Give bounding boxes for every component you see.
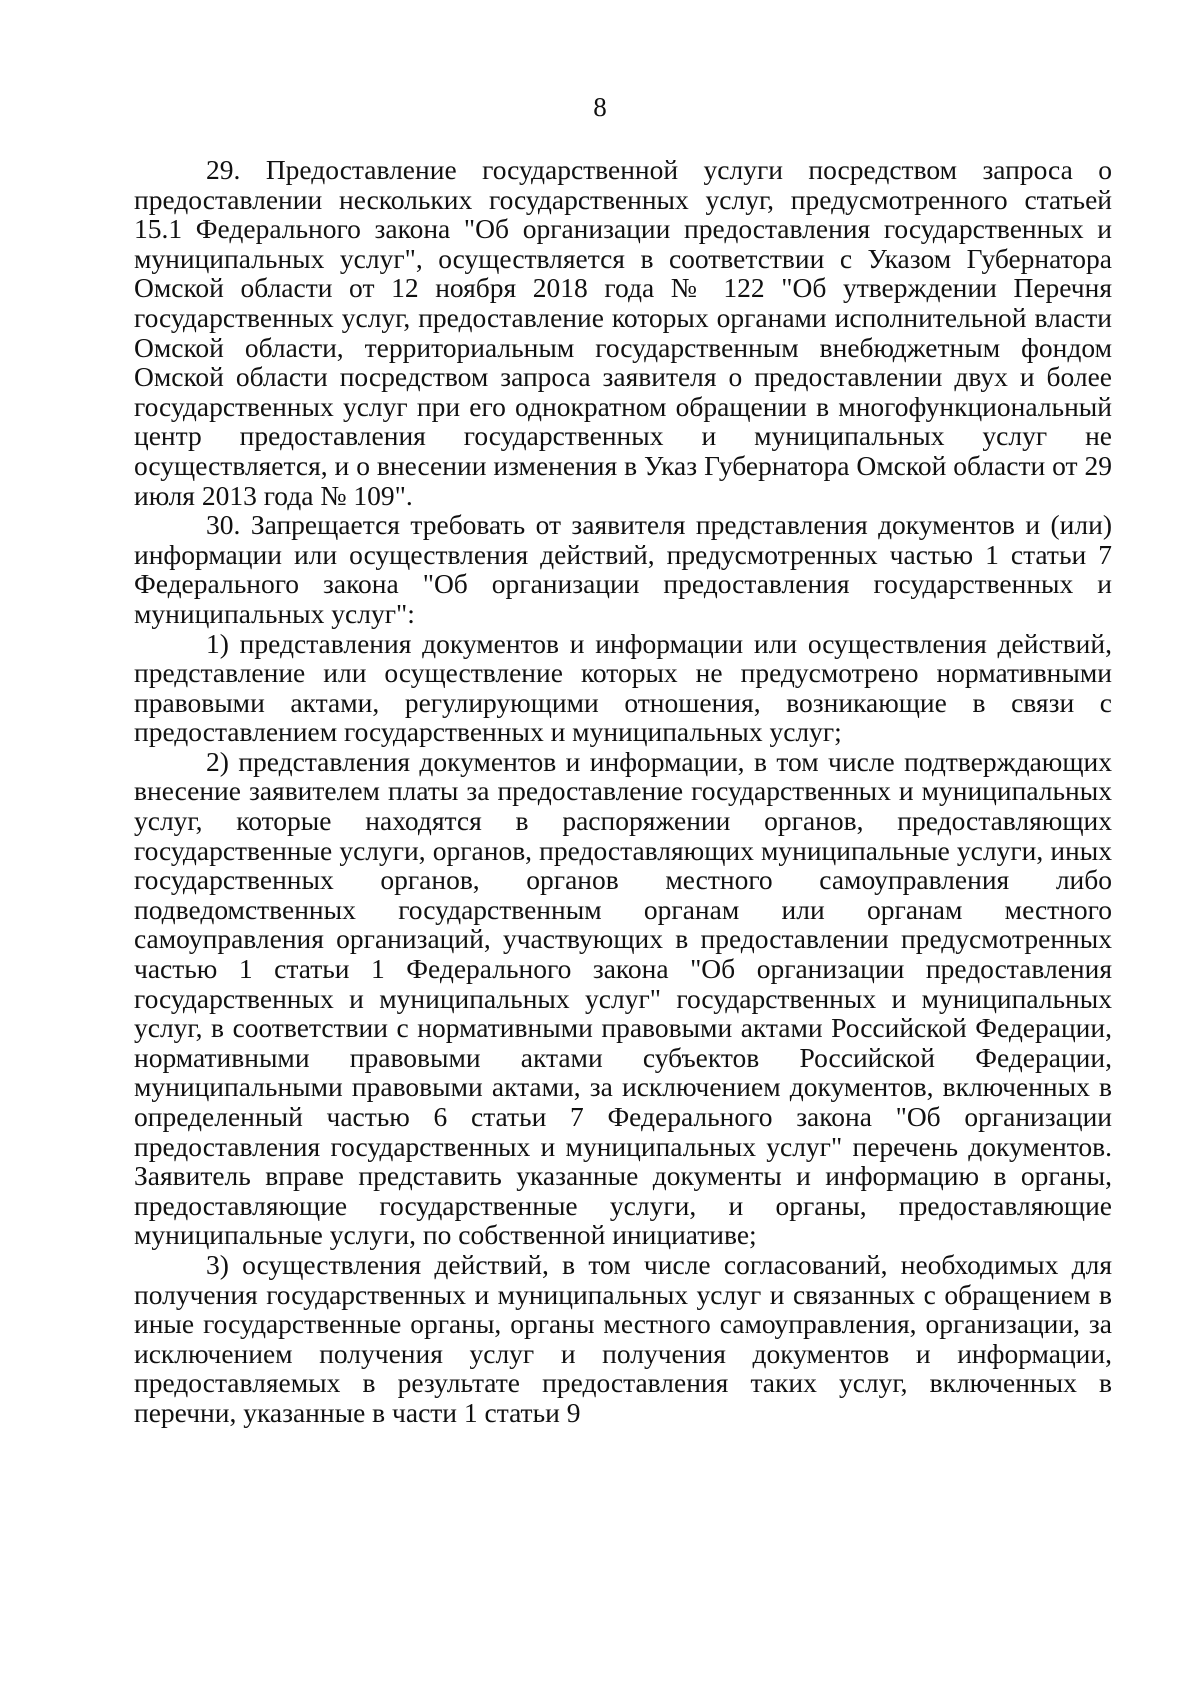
list-item-3: 3) осуществления действий, в том числе согласований, необходимых для получения государственных и муниципальных услуг и связанных с обращением в иные государственные органы, органы местного самоуправления, организации, за исключением получения услуг и получения документов и информации, предоставляемых в результате предоставления таких услуг, включенных в перечни, указанные в части 1 статьи 9 [134,1248,1112,1428]
paragraph-29: 29. Предоставление государственной услуги посредством запроса о предоставлении нескольких государственных услуг, предусмотренного статьей 15.1 Федерального закона "Об организации предоставления государственных и муниципальных услуг", осуществляется в соответствии с Указом Губернатора Омской области от 12 ноября 2018 года № 122 "Об утверждении Перечня государственных услуг, предоставление которых органами исполнительной власти Омской области, территориальным государственным внебюджетным фондом Омской области посредством запроса заявителя о предоставлении двух и более государственных услуг при его однократном обращении в многофункциональный центр предоставления государственных и муниципальных услуг не осуществляется, и о внесении изменения в Указ Губернатора Омской области от 29 июля 2013 года № 109". [134,154,1112,511]
list-item-1: 1) представления документов и информации или осуществления действий, представление или осуществление которых не предусмотрено нормативными правовыми актами, регулирующими отношения, возникающие в связи с предоставлением государственных и муниципальных услуг; [134,627,1112,748]
paragraph-30: 30. Запрещается требовать от заявителя представления документов и (или) информации или осуществления действий, предусмотренных частью 1 статьи 7 Федерального закона "Об организации предоставления государственных и муниципальных услуг": [134,509,1112,629]
document-body [134,155,1112,1428]
list-item-2: 2) представления документов и информации, в том числе подтверждающих внесение заявителем платы за предоставление государственных и муниципальных услуг, которые находятся в распоряжении органов, предоставляющих государственные услуги, органов, предоставляющих муниципальные услуги, иных государственных органов, органов местного самоуправления либо подведомственных государственным органам или органам местного самоуправления организаций, участвующих в предоставлении предусмотренных частью 1 статьи 1 Федерального закона "Об организации предоставления государственных и муниципальных услуг" государственных и муниципальных услуг, в соответствии с нормативными правовыми актами Российской Федерации, нормативными правовыми актами субъектов Российской Федерации, муниципальными правовыми актами, за исключением документов, включенных в определенный частью 6 статьи 7 Федерального закона "Об организации предоставления государственных и муниципальных услуг" перечень документов. Заявитель вправе представить указанные документы и информацию в органы, предоставляющие государственные услуги, и органы, предоставляющие муниципальные услуги, по собственной инициативе; [134,745,1112,1251]
page-number: 8 [593,92,607,122]
